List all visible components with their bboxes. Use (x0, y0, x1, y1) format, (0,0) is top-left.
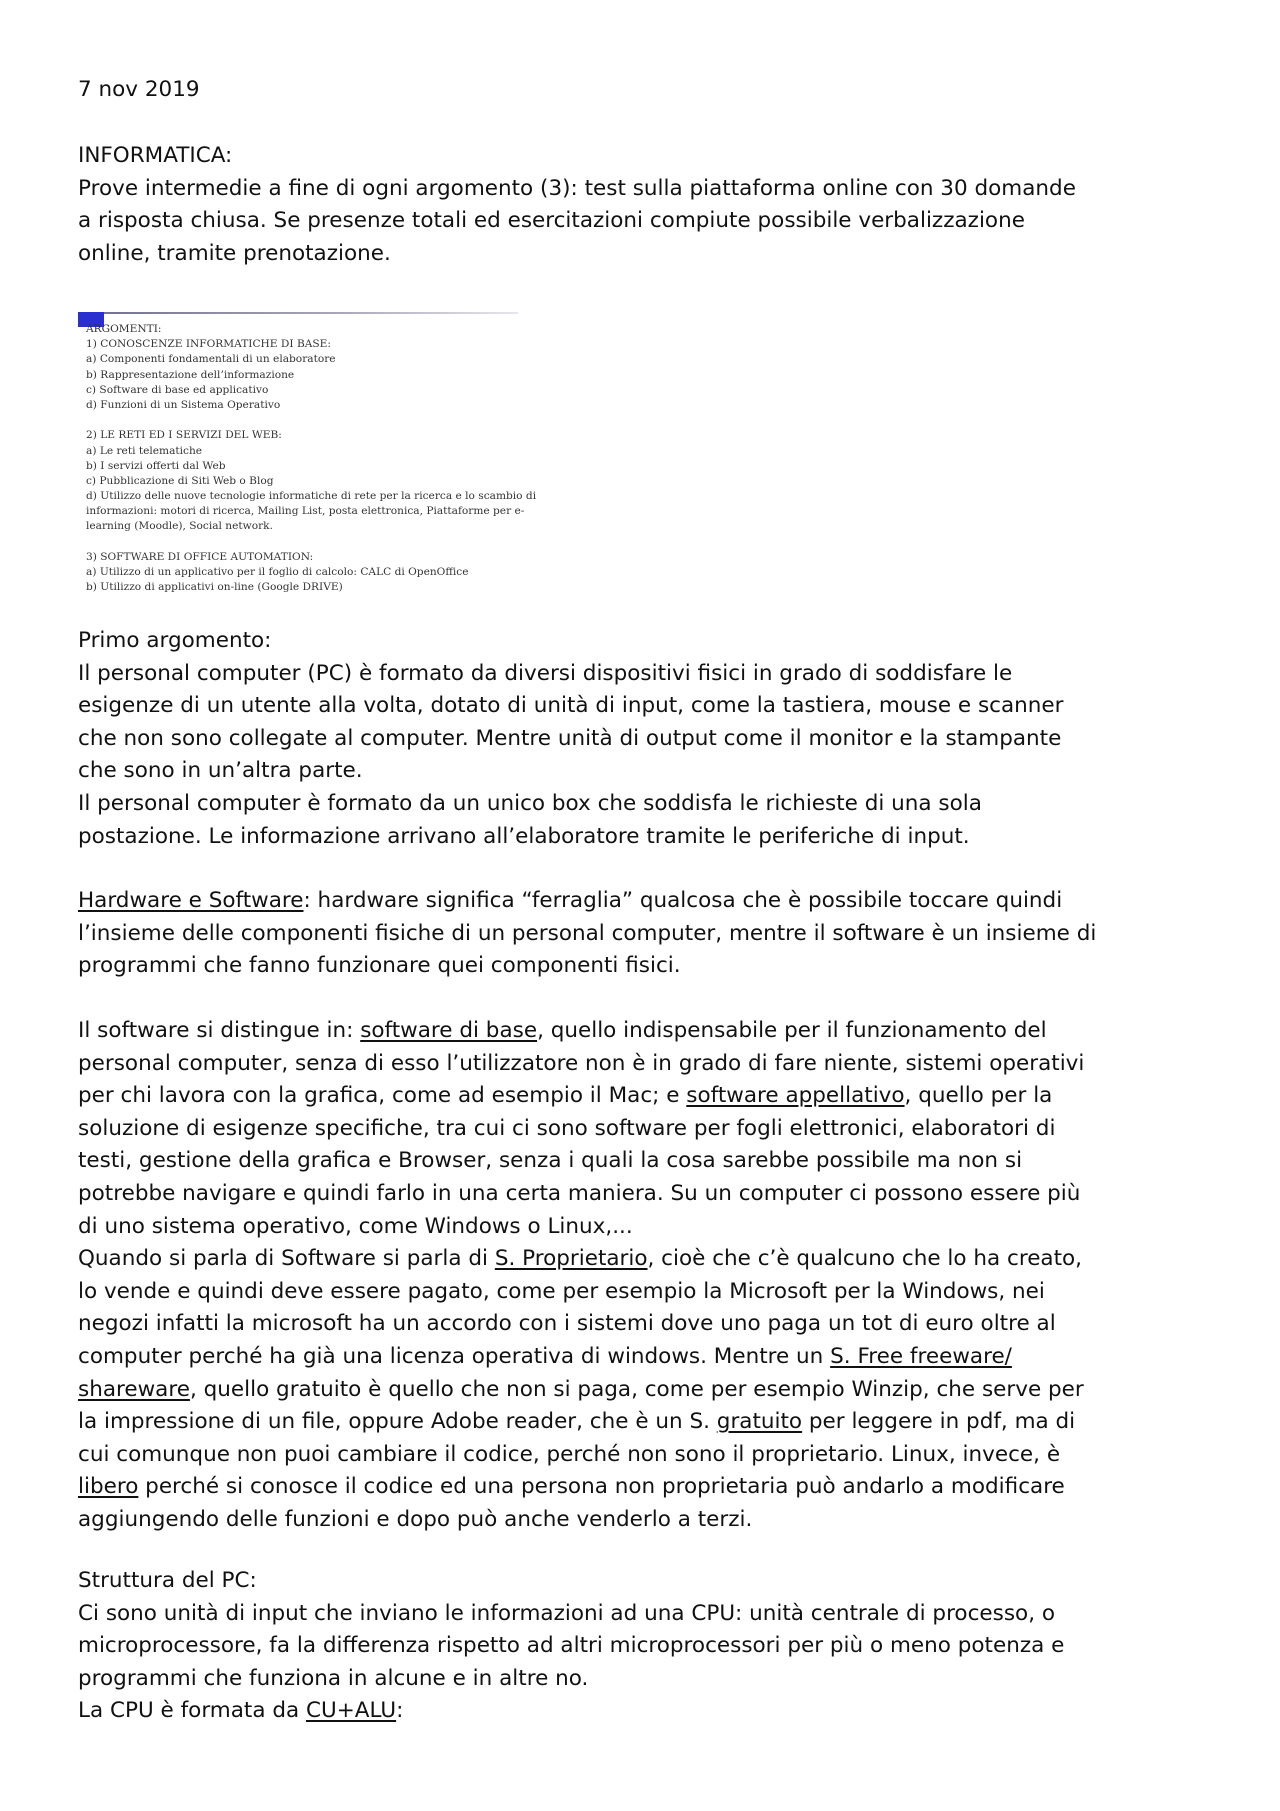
text-run: : hardware significa “ferraglia” qualcosa che è possibile toccare quindi (303, 888, 1063, 913)
s-proprietario-term: S. Proprietario (494, 1246, 648, 1272)
text-run: La CPU è formata da (78, 1698, 306, 1724)
paragraph-line (78, 885, 1096, 918)
scan-line: ARGOMENTI: (86, 323, 162, 335)
shareware-term: shareware (78, 1376, 190, 1402)
paragraph-line: potrebbe navigare e quindi farlo in una certa maniera. Su un computer ci possono essere più (78, 1180, 1081, 1206)
paragraph-line: online, tramite prenotazione. (78, 240, 391, 266)
text-run: computer perché ha già una licenza operativa di windows. Mentre un (78, 1343, 831, 1369)
paragraph-line: Prove intermedie a fine di ogni argomento (3): test sulla piattaforma online con 30 domande (78, 175, 1076, 201)
text-run: Quando si parla di Software si parla di (78, 1246, 495, 1272)
text-run: perché si conosce il codice ed una persona non proprietaria può andarlo a modificare (138, 1474, 1065, 1500)
cu-alu-term: CU+ALU (306, 1698, 397, 1724)
text-run: per leggere in pdf, ma di (802, 1409, 1076, 1435)
scan-line: d) Funzioni di un Sistema Operativo (86, 398, 281, 411)
paragraph-line: esigenze di un utente alla volta, dotato di unità di input, come la tastiera, mouse e scanner (78, 693, 1064, 719)
paragraph-line (78, 1243, 1084, 1276)
s-free-term: S. Free freeware/ (830, 1343, 1012, 1369)
software-di-base-term: software di base (360, 1018, 538, 1043)
scan-gap (86, 535, 536, 550)
paragraph-line (78, 1406, 1084, 1439)
section-heading: Primo argomento: (78, 628, 272, 653)
paragraph-line: testi, gestione della grafica e Browser, senza i quali la cosa sarebbe possibile ma non si (78, 1148, 1023, 1174)
hardware-software-term: Hardware e Software (78, 888, 304, 913)
paragraph-line (78, 1695, 1064, 1728)
paragraph-line (78, 1015, 1084, 1048)
scan-line: c) Pubblicazione di Siti Web o Blog (86, 474, 274, 487)
paragraph-line: lo vende e quindi deve essere pagato, come per esempio la Microsoft per la Windows, nei (78, 1278, 1045, 1304)
text-run: , quello indispensabile per il funzionamento del (537, 1018, 1047, 1043)
argomenti-list (86, 322, 536, 595)
paragraph-line: programmi che funziona in alcune e in altre no. (78, 1665, 589, 1691)
paragraph-line: negozi infatti la microsoft ha un accordo con i sistemi dove uno paga un tot di euro oltre al (78, 1311, 1056, 1337)
paragraph-line: soluzione di esigenze specifiche, tra cui ci sono software per fogli elettronici, elaboratori di (78, 1115, 1056, 1141)
paragraph-line: aggiungendo delle funzioni e dopo può anche venderlo a terzi. (78, 1506, 753, 1532)
text-run: : (396, 1698, 404, 1724)
scan-line: learning (Moodle), Social network. (86, 520, 273, 533)
paragraph-line: programmi che fanno funzionare quei componenti fisici. (78, 953, 681, 979)
text-run: , cioè che c’è qualcuno che lo ha creato, (647, 1246, 1083, 1272)
paragraph-line: cui comunque non puoi cambiare il codice, perché non sono il proprietario. Linux, invece, è (78, 1441, 1061, 1467)
gratuito-term: gratuito (716, 1409, 803, 1435)
scan-line: 2) LE RETI ED I SERVIZI DEL WEB: (86, 429, 282, 442)
scan-line: a) Componenti fondamentali di un elaboratore (86, 353, 336, 366)
scan-line: b) Utilizzo di applicativi on-line (Google DRIVE) (86, 581, 343, 594)
text-run: la impressione di un file, oppure Adobe reader, che è un S. (78, 1409, 717, 1435)
paragraph-line: l’insieme delle componenti fisiche di un personal computer, mentre il software è un insieme di (78, 920, 1097, 946)
scan-line: b) I servizi offerti dal Web (86, 459, 226, 472)
scan-line: informazioni: motori di ricerca, Mailing List, posta elettronica, Piattaforme per e- (86, 505, 525, 518)
struttura-section (78, 1565, 1064, 1728)
scan-line: c) Software di base ed applicativo (86, 383, 269, 396)
paragraph-line (78, 1341, 1084, 1374)
scan-gap (86, 413, 536, 428)
paragraph-line (78, 1374, 1084, 1407)
scan-line: a) Utilizzo di un applicativo per il foglio di calcolo: CALC di OpenOffice (86, 566, 469, 578)
software-types-section (78, 1015, 1084, 1537)
informatica-section (78, 140, 1076, 270)
paragraph-line: Ci sono unità di input che inviano le informazioni ad una CPU: unità centrale di processo, o (78, 1600, 1056, 1626)
paragraph-line: postazione. Le informazione arrivano all’elaboratore tramite le periferiche di input. (78, 823, 970, 849)
hardware-software-section (78, 885, 1096, 983)
paragraph-line (78, 1471, 1084, 1504)
scan-line: b) Rappresentazione dell’informazione (86, 368, 295, 381)
section-heading: Struttura del PC: (78, 1568, 257, 1593)
paragraph-line: di uno sistema operativo, come Windows o Linux,... (78, 1213, 633, 1239)
paragraph-line: Il personal computer è formato da un unico box che soddisfa le richieste di una sola (78, 790, 982, 816)
text-run: Il software si distingue in: (78, 1018, 361, 1043)
section-heading: INFORMATICA: (78, 143, 233, 168)
scan-line: a) Le reti telematiche (86, 444, 203, 457)
paragraph-line: personal computer, senza di esso l’utilizzatore non è in grado di fare niente, sistemi operativi (78, 1050, 1085, 1076)
paragraph-line: Il personal computer (PC) è formato da diversi dispositivi fisici in grado di soddisfare le (78, 660, 1013, 686)
text-run: , quello gratuito è quello che non si paga, come per esempio Winzip, che serve per (189, 1376, 1084, 1402)
libero-term: libero (78, 1474, 139, 1500)
scan-line: 3) SOFTWARE DI OFFICE AUTOMATION: (86, 550, 314, 563)
paragraph-line: a risposta chiusa. Se presenze totali ed esercitazioni compiute possibile verbalizzazione (78, 208, 1025, 234)
paragraph-line: che non sono collegate al computer. Mentre unità di output come il monitor e la stampante (78, 725, 1062, 751)
primo-argomento-section (78, 625, 1063, 853)
scan-line: 1) CONOSCENZE INFORMATICHE DI BASE: (86, 338, 331, 351)
argomenti-scan-image (78, 312, 537, 594)
paragraph-line: microprocessore, fa la differenza rispetto ad altri microprocessori per più o meno potenza e (78, 1633, 1065, 1659)
note-date: 7 nov 2019 (78, 77, 200, 102)
scan-line: d) Utilizzo delle nuove tecnologie informatiche di rete per la ricerca e lo scambio di (86, 490, 537, 503)
text-run: , quello per la (904, 1083, 1053, 1109)
scan-top-rule (78, 312, 518, 314)
text-run: per chi lavora con la grafica, come ad esempio il Mac; e (78, 1083, 687, 1109)
paragraph-line (78, 1080, 1084, 1113)
software-appellativo-term: software appellativo (686, 1083, 905, 1109)
paragraph-line: che sono in un’altra parte. (78, 758, 363, 784)
